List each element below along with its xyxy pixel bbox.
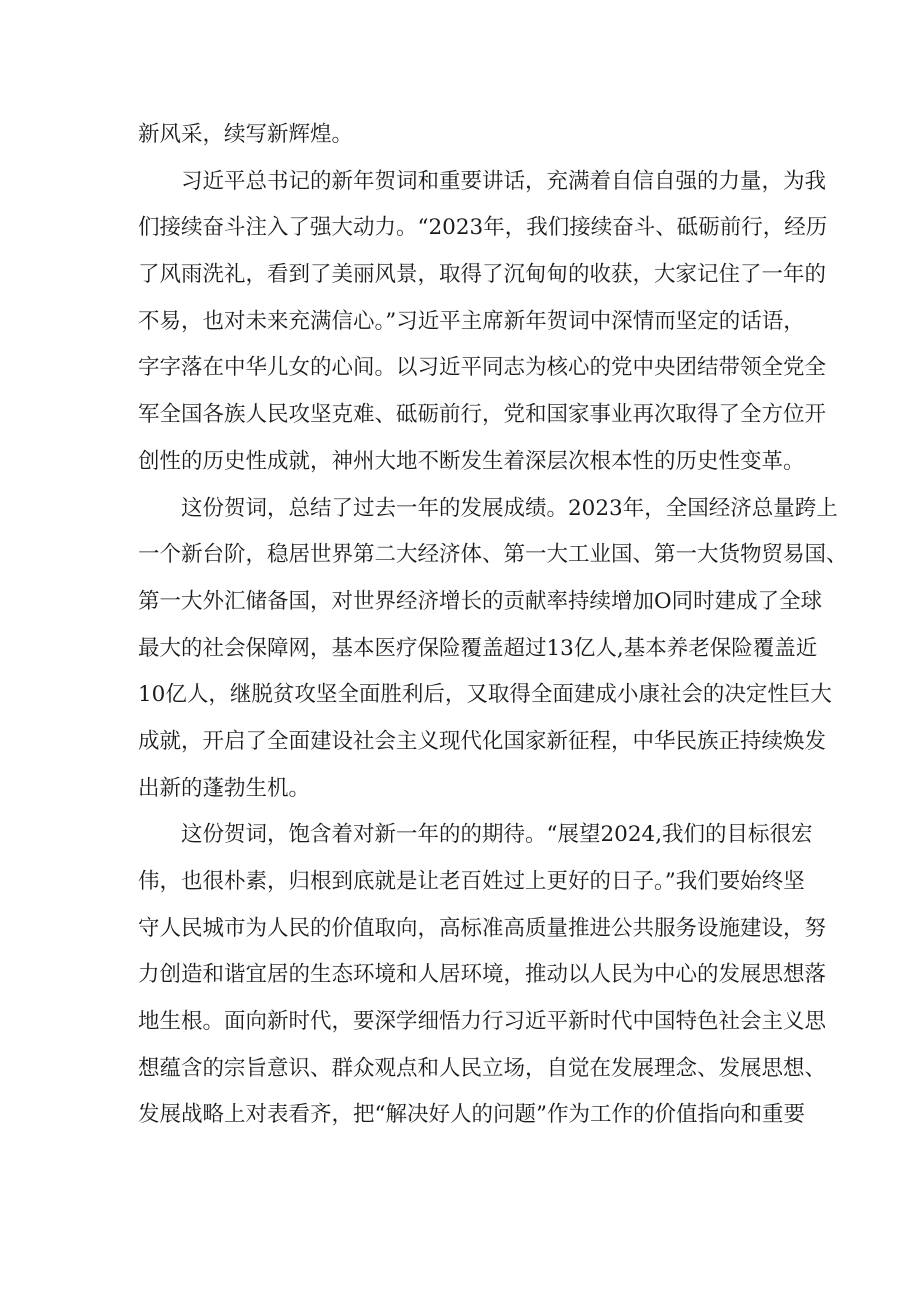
paragraph-line: 出新的蓬勃生机。	[138, 775, 311, 801]
paragraph-line: 字字落在中华儿女的心间。以习近平同志为核心的党中央团结带领全党全	[138, 355, 827, 381]
paragraph-line: 守人民城市为人民的价值取向，高标准高质量推进公共服务设施建设，努	[138, 915, 827, 941]
paragraph-line: 这份贺词，饱含着对新一年的的期待。“展望2024,我们的目标很宏	[181, 822, 813, 848]
paragraph-line: 第一大外汇储备国，对世界经济增长的贡献率持续增加O同时建成了全球	[138, 588, 823, 614]
paragraph-line: 地生根。面向新时代，要深学细悟力行习近平新时代中国特色社会主义思	[138, 1009, 827, 1035]
paragraph-line: 想蕴含的宗旨意识、群众观点和人民立场，自觉在发展理念、发展思想、	[138, 1055, 827, 1081]
paragraph-line: 伟，也很朴素，归根到底就是让老百姓过上更好的日子。”我们要始终坚	[138, 869, 805, 894]
paragraph-line: 一个新台阶，稳居世界第二大经济体、第一大工业国、第一大货物贸易国、	[138, 542, 848, 568]
paragraph-line: 新风采，续写新辉煌。	[138, 122, 354, 147]
paragraph-line: 习近平总书记的新年贺词和重要讲话，充满着自信自强的力量，为我	[181, 168, 827, 194]
paragraph-line: 成就，开启了全面建设社会主义现代化国家新征程，中华民族正持续焕发	[138, 728, 827, 754]
document-body	[138, 112, 848, 1139]
paragraph-line: 军全国各族人民攻坚克难、砥砺前行，党和国家事业再次取得了全方位开	[138, 402, 827, 428]
paragraph-line: 不易，也对未来充满信心。”习近平主席新年贺词中深情而坚定的话语，	[138, 308, 805, 334]
paragraph-line: 10亿人，继脱贫攻坚全面胜利后，又取得全面建成小康社会的决定性巨大	[138, 682, 832, 708]
paragraph-line: 创性的历史性成就，神州大地不断发生着深层次根本性的历史性变革。	[138, 448, 805, 474]
paragraph-line: 们接续奋斗注入了强大动力。“2023年，我们接续奋斗、砥砺前行，经历	[138, 215, 828, 241]
paragraph-line: 这份贺词，总结了过去一年的发展成绩。2023年，全国经济总量跨上	[181, 495, 838, 521]
paragraph-line: 了风雨洗礼，看到了美丽风景，取得了沉甸甸的收获，大家记住了一年的	[138, 262, 827, 288]
paragraph-line: 最大的社会保障网，基本医疗保险覆盖超过13亿人,基本养老保险覆盖近	[138, 635, 818, 661]
paragraph-line: 发展战略上对表看齐，把“解决好人的问题”作为工作的价值指向和重要	[138, 1102, 805, 1128]
paragraph-line: 力创造和谐宜居的生态环境和人居环境，推动以人民为中心的发展思想落	[138, 962, 827, 988]
